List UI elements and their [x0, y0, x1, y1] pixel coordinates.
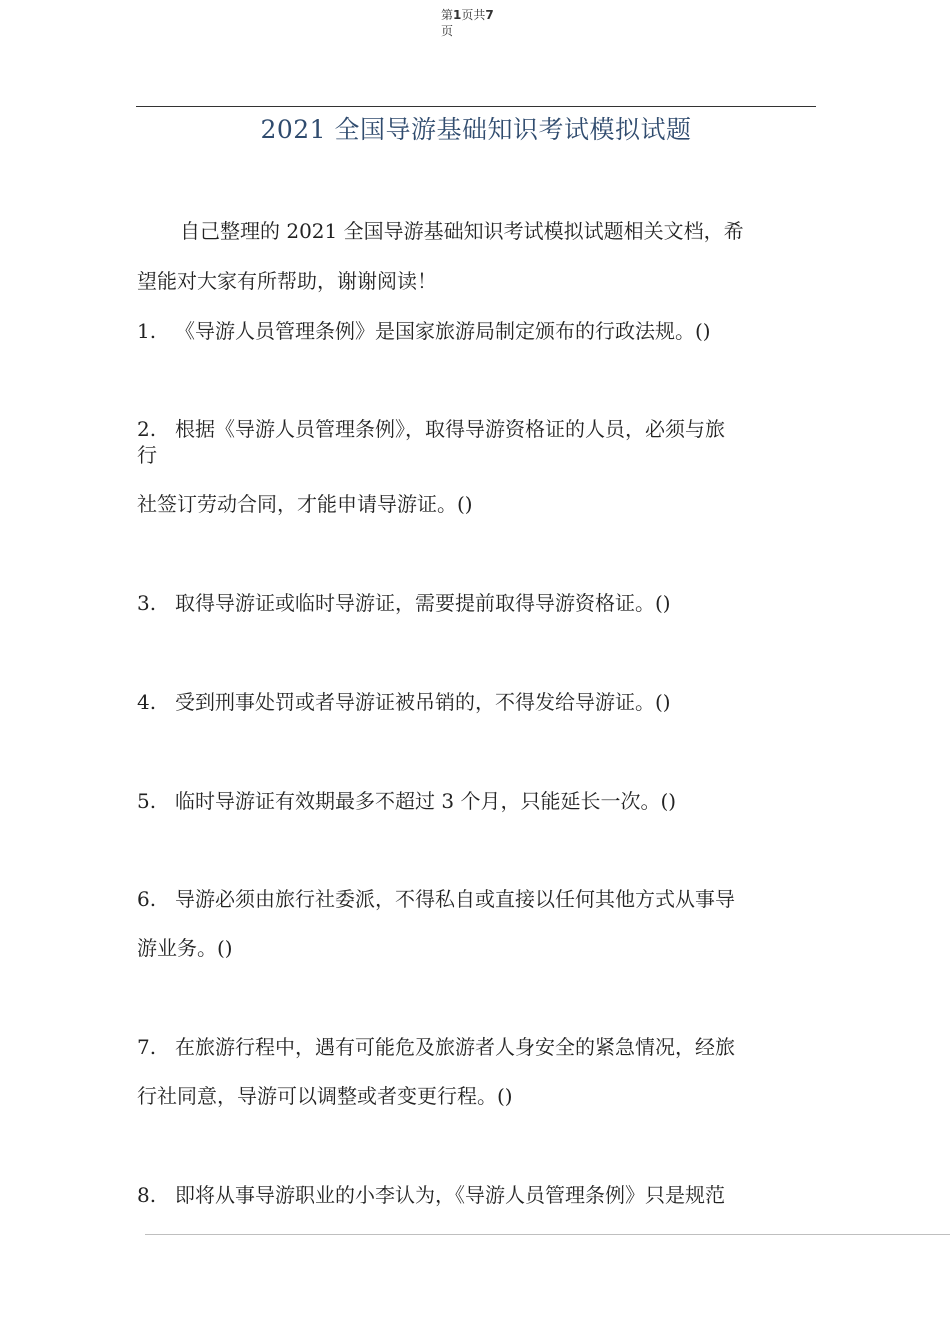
title-rule	[136, 106, 816, 107]
question-number: 5.	[137, 789, 157, 813]
question-text: 《导游人员管理条例》是国家旅游局制定颁布的行政法规。()	[175, 319, 711, 343]
document-title: 2021 全国导游基础知识考试模拟试题	[260, 115, 692, 144]
page-bottom-rule	[145, 1234, 950, 1235]
question-number: 3.	[137, 591, 157, 615]
page-header-middle: 页共	[461, 8, 486, 22]
question-text: 受到刑事处罚或者导游证被吊销的，不得发给导游证。()	[175, 690, 671, 714]
question-text: 即将从事导游职业的小李认为，《导游人员管理条例》只是规范	[175, 1183, 725, 1207]
question-number: 4.	[137, 690, 157, 714]
question-2-wrap: 行	[137, 443, 157, 467]
question-2-continued: 社签订劳动合同，才能申请导游证。()	[137, 492, 473, 516]
question-text: 取得导游证或临时导游证，需要提前取得导游资格证。()	[175, 591, 671, 615]
question-8	[137, 1179, 725, 1208]
question-text: 临时导游证有效期最多不超过 3 个月，只能延长一次。()	[175, 789, 677, 813]
question-2	[137, 413, 725, 442]
question-number: 7.	[137, 1035, 157, 1059]
question-text: 在旅游行程中，遇有可能危及旅游者人身安全的紧急情况，经旅	[175, 1035, 735, 1059]
page-header-prefix: 第	[441, 8, 454, 22]
question-number: 2.	[137, 417, 157, 441]
question-1	[137, 315, 711, 344]
intro-line-2: 望能对大家有所帮助，谢谢阅读！	[137, 269, 437, 293]
question-number: 6.	[137, 887, 157, 911]
question-6-continued: 游业务。()	[137, 936, 233, 960]
question-number: 1.	[137, 319, 157, 343]
page-header	[441, 6, 494, 23]
total-pages: 7	[485, 8, 494, 22]
question-5	[137, 785, 676, 814]
question-3	[137, 587, 671, 616]
question-number: 8.	[137, 1183, 157, 1207]
question-text: 根据《导游人员管理条例》，取得导游资格证的人员，必须与旅	[175, 417, 725, 441]
page-header-suffix: 页	[441, 24, 454, 38]
question-6	[137, 883, 735, 912]
question-4	[137, 686, 671, 715]
question-text: 导游必须由旅行社委派，不得私自或直接以任何其他方式从事导	[175, 887, 735, 911]
page-number: 1	[453, 8, 462, 22]
question-7	[137, 1031, 735, 1060]
question-7-continued: 行社同意，导游可以调整或者变更行程。()	[137, 1084, 513, 1108]
intro-line-1: 自己整理的 2021 全国导游基础知识考试模拟试题相关文档，希	[180, 219, 744, 243]
